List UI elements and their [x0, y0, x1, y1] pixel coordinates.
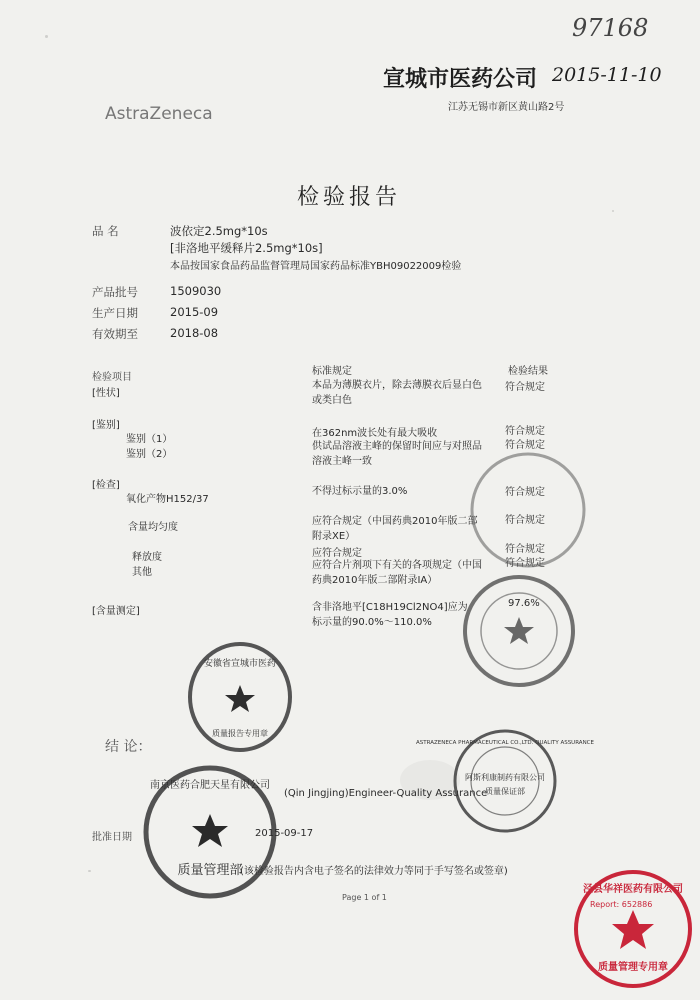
row-standard: 应符合规定 [312, 548, 362, 559]
huayang-seal [572, 868, 694, 990]
row-item: [性状] [92, 388, 120, 399]
conclusion-label: 结 论： [105, 739, 152, 755]
scan-speck [88, 870, 91, 872]
product-name: 波依定2.5mg*10s [170, 224, 268, 238]
row-standard: 应符合规定（中国药典2010年版二部附录XE） [312, 516, 478, 542]
expiry-label: 有效期至 [92, 327, 138, 341]
anhui-seal-subtitle: 质量报告专用章 [212, 729, 268, 738]
anhui-seal [186, 640, 294, 754]
brand-logo: AstraZeneca [105, 104, 213, 124]
product-standard-note: 本品按国家食品药品监督管理局国家药品标准YBH09022009检验 [170, 261, 462, 272]
expiry-value: 2018-08 [170, 326, 219, 340]
row-item: [含量测定] [92, 606, 140, 617]
row-result: 符合规定 [505, 515, 545, 526]
az-seal-chinese: 阿斯利康制药有限公司 [465, 773, 545, 782]
row-standard: 不得过标示量的3.0% [312, 486, 408, 497]
row-result: 符合规定 [505, 426, 545, 437]
row-standard: 本品为薄膜衣片，除去薄膜衣后显白色或类白色 [312, 380, 482, 406]
row-item: [鉴别] [92, 420, 120, 431]
header-standard: 标准规定 [312, 366, 352, 377]
row-item: 氧化产物H152/37 [126, 494, 209, 505]
row-result: 符合规定 [505, 382, 545, 393]
header-result: 检验结果 [508, 366, 548, 377]
row-result: 符合规定 [505, 487, 545, 498]
row-item: 鉴别（1） [126, 434, 173, 445]
header-item: 检验项目 [92, 372, 132, 383]
row-item: 含量均匀度 [128, 522, 178, 533]
row-standard: 供试品溶液主峰的保留时间应与对照品溶液主峰一致 [312, 441, 482, 467]
row-result: 符合规定 [505, 558, 545, 569]
report-number: Report: 652886 [590, 900, 653, 909]
distributor-stamp-date: 2015-11-10 [552, 64, 662, 86]
row-result: 符合规定 [505, 544, 545, 555]
row-result: 97.6% [508, 598, 540, 609]
row-result: 符合规定 [505, 440, 545, 451]
page-title: 检验报告 [297, 185, 402, 210]
approve-date-label: 批准日期 [92, 832, 132, 843]
round-seal-partial [468, 450, 588, 570]
mfg-date-value: 2015-09 [170, 305, 219, 319]
az-seal-subtitle: 质量保证部 [485, 787, 525, 796]
distributor-name: 宣城市医药公司 [383, 66, 538, 92]
huayang-seal-title: 泾县华祥医药有限公司 [583, 884, 683, 895]
page-number: Page 1 of 1 [342, 893, 387, 902]
nanjing-hefei-seal [140, 762, 280, 902]
nanjing-seal-upper [460, 572, 578, 690]
row-standard: 在362nm波长处有最大吸收 [312, 428, 438, 439]
handwritten-number: 97168 [572, 14, 649, 42]
az-seal-english: ASTRAZENECA PHARMACEUTICAL CO.,LTD. QUALITY ASSURANCE [415, 740, 595, 746]
row-item: 鉴别（2） [126, 449, 173, 460]
approve-date: 2015-09-17 [255, 828, 314, 839]
batch-label: 产品批号 [92, 285, 138, 299]
row-standard: 应符合片剂项下有关的各项规定（中国药典2010年版二部附录IA） [312, 560, 482, 586]
anhui-seal-title: 安徽省宣城市医药 [203, 659, 277, 669]
row-item: 释放度 [132, 552, 162, 563]
nanjing-seal-title: 南京医药合肥天星有限公司 [150, 780, 270, 791]
row-standard: 含非洛地平[C18H19Cl2NO4]应为标示量的90.0%～110.0% [312, 602, 468, 628]
distributor-address: 江苏无锡市新区黄山路2号 [448, 102, 565, 113]
row-item: 其他 [132, 567, 152, 578]
scan-speck [45, 35, 48, 38]
row-item: [检查] [92, 480, 120, 491]
product-label: 品 名 [92, 224, 119, 238]
product-generic-name: [非洛地平缓释片2.5mg*10s] [170, 241, 323, 255]
huayang-seal-subtitle: 质量管理专用章 [598, 962, 668, 973]
scan-speck [612, 210, 614, 212]
nanjing-seal-subtitle: 质量管理部 [177, 863, 243, 878]
astrazeneca-qa-seal [415, 728, 595, 834]
approver-line: (Qin Jingjing)Engineer-Quality Assurance [284, 788, 488, 799]
mfg-date-label: 生产日期 [92, 306, 138, 320]
footer-note: (该检验报告内含电子签名的法律效力等同于手写签名或签章) [240, 866, 508, 877]
batch-value: 1509030 [170, 284, 222, 298]
